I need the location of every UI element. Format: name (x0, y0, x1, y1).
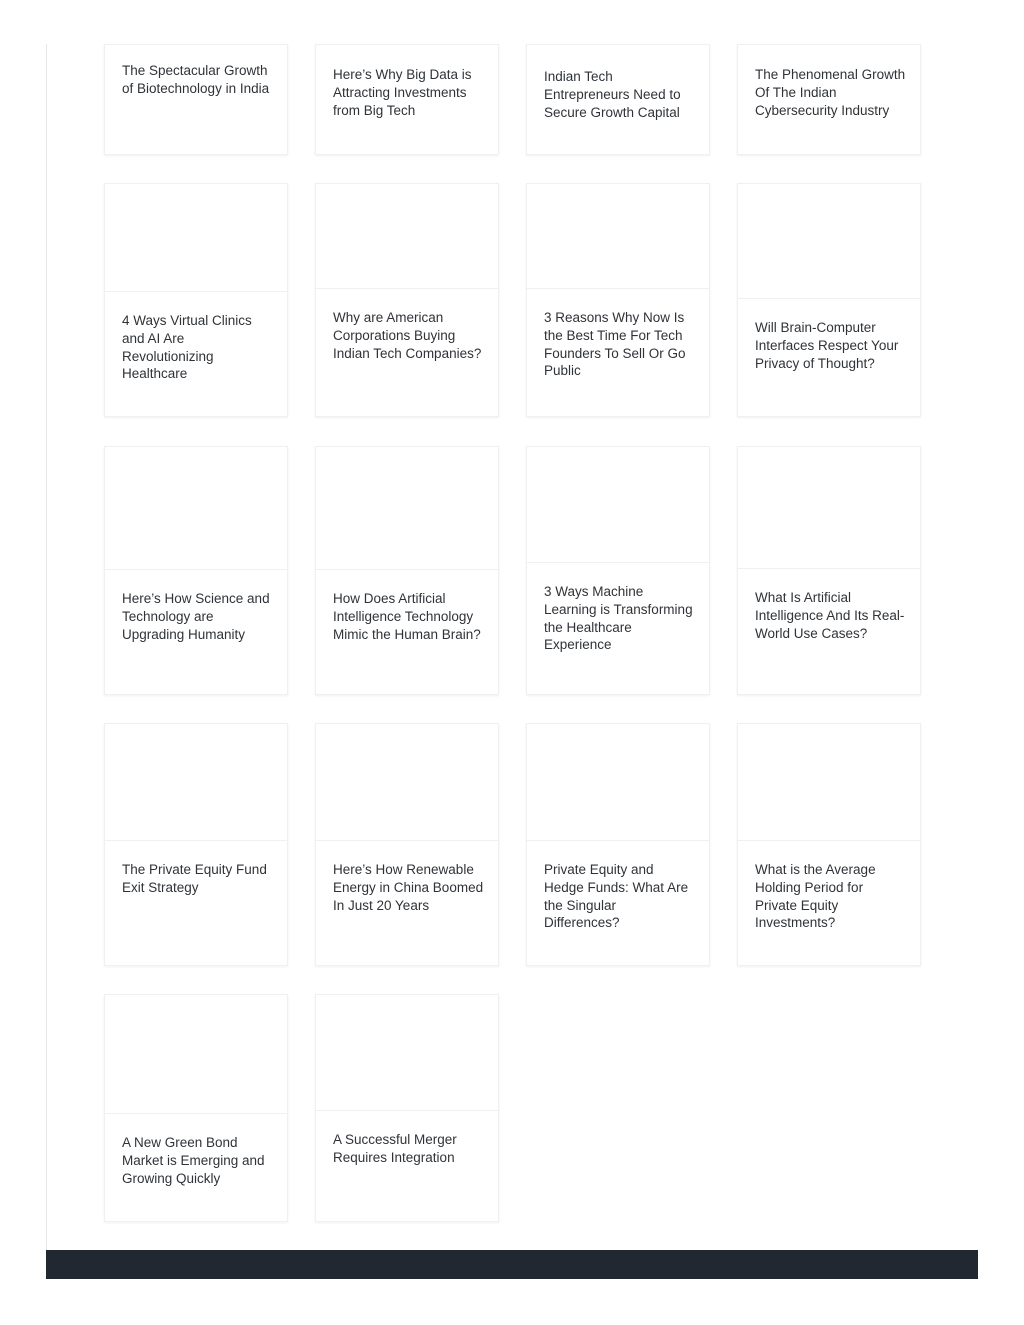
post-card[interactable] (315, 994, 499, 1222)
post-title[interactable]: A New Green Bond Market is Emerging and Growing Quickly (122, 1135, 265, 1186)
post-card[interactable] (737, 446, 921, 695)
post-title[interactable]: 3 Reasons Why Now Is the Best Time For Tech Founders To Sell Or Go Public (544, 310, 686, 379)
post-title[interactable]: Private Equity and Hedge Funds: What Are the Singular Differences? (544, 862, 689, 931)
post-card[interactable] (315, 44, 499, 155)
post-thumbnail[interactable] (316, 447, 498, 570)
post-title[interactable]: Here’s Why Big Data is Attracting Investments from Big Tech (333, 67, 472, 118)
post-thumbnail[interactable] (105, 724, 287, 841)
post-card[interactable] (737, 183, 921, 417)
post-title[interactable]: Why are American Corporations Buying Indian Tech Companies? (333, 310, 482, 361)
post-thumbnail[interactable] (738, 184, 920, 299)
post-thumbnail[interactable] (316, 724, 498, 841)
post-thumbnail[interactable] (527, 724, 709, 841)
post-title[interactable]: What is the Average Holding Period for Private Equity Investments? (755, 862, 876, 931)
post-title[interactable]: A Successful Merger Requires Integration (333, 1132, 457, 1165)
post-title[interactable]: Will Brain-Computer Interfaces Respect Your Privacy of Thought? (755, 320, 899, 371)
post-title[interactable]: Here’s How Renewable Energy in China Boomed In Just 20 Years (333, 862, 484, 913)
post-thumbnail[interactable] (316, 184, 498, 289)
post-title[interactable]: 4 Ways Virtual Clinics and AI Are Revolutionizing Healthcare (122, 313, 252, 382)
post-card[interactable] (104, 723, 288, 966)
post-card[interactable] (526, 44, 710, 155)
post-thumbnail[interactable] (527, 447, 709, 563)
post-title[interactable]: Here’s How Science and Technology are Upgrading Humanity (122, 591, 270, 642)
post-card[interactable] (315, 723, 499, 966)
post-thumbnail[interactable] (105, 184, 287, 292)
post-thumbnail[interactable] (527, 184, 709, 289)
post-title[interactable]: The Spectacular Growth of Biotechnology in India (122, 63, 270, 96)
post-card[interactable] (315, 446, 499, 695)
post-card[interactable] (526, 183, 710, 417)
footer-bar (46, 1250, 978, 1279)
post-card[interactable] (737, 44, 921, 155)
post-card[interactable] (526, 723, 710, 966)
post-card[interactable] (315, 183, 499, 417)
post-title[interactable]: The Private Equity Fund Exit Strategy (122, 862, 267, 895)
post-card[interactable] (104, 994, 288, 1222)
post-thumbnail[interactable] (105, 995, 287, 1114)
post-thumbnail[interactable] (316, 995, 498, 1111)
post-title[interactable]: Indian Tech Entrepreneurs Need to Secure Growth Capital (544, 69, 681, 120)
post-card[interactable] (104, 183, 288, 417)
post-card[interactable] (737, 723, 921, 966)
post-title[interactable]: How Does Artificial Intelligence Technology Mimic the Human Brain? (333, 591, 481, 642)
post-thumbnail[interactable] (738, 724, 920, 841)
post-thumbnail[interactable] (105, 447, 287, 570)
post-thumbnail[interactable] (738, 447, 920, 569)
post-title[interactable]: What Is Artificial Intelligence And Its Real-World Use Cases? (755, 590, 905, 641)
post-card[interactable] (104, 446, 288, 695)
post-card[interactable] (104, 44, 288, 155)
post-title[interactable]: The Phenomenal Growth Of The Indian Cybersecurity Industry (755, 67, 906, 118)
post-title[interactable]: 3 Ways Machine Learning is Transforming the Healthcare Experience (544, 584, 693, 653)
post-card[interactable] (526, 446, 710, 695)
